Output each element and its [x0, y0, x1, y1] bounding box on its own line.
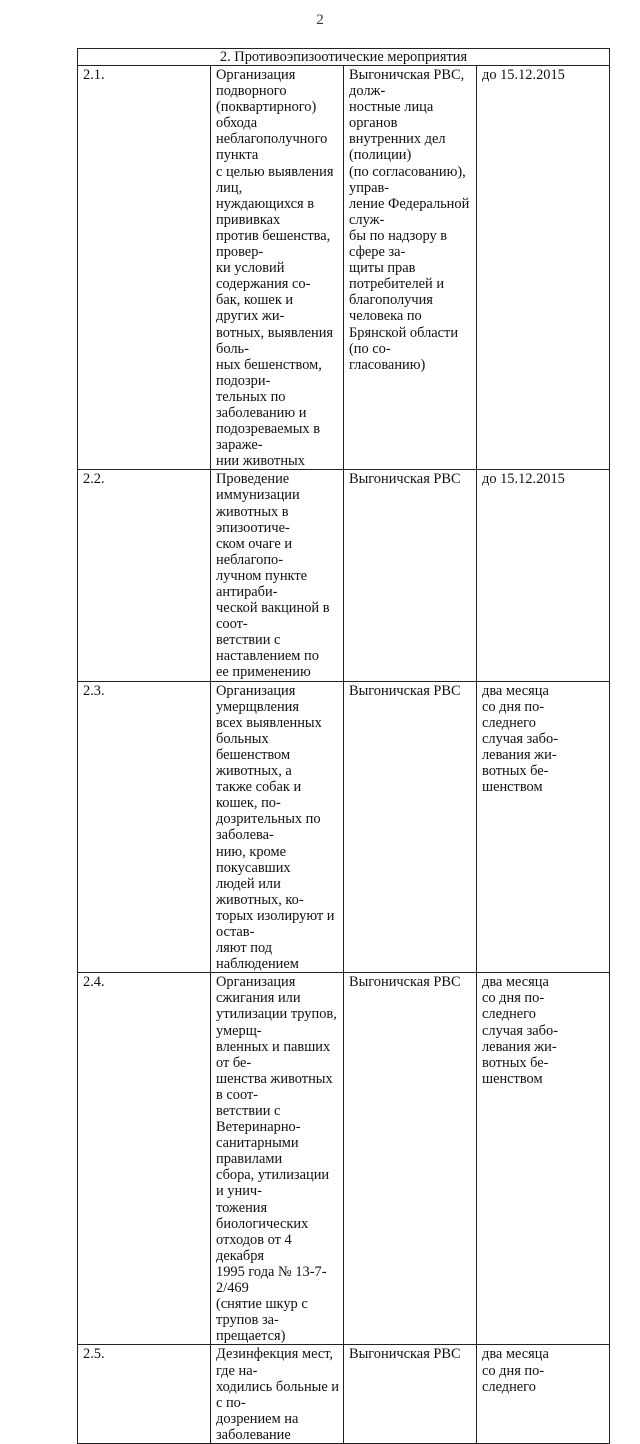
action-cell [211, 973, 344, 1345]
action-text: Дезинфекция мест, где на- ходились больные и с по- дозрением на заболевание [216, 1346, 340, 1443]
action-text: Проведение иммунизации животных в эпизоотиче- ском очаге и неблагопо- лучном пункте антираби- ческой вакциной в соот- ветствии с наставлением по ее применению [216, 471, 330, 681]
table-row [78, 1345, 610, 1444]
table-row [78, 470, 610, 681]
action-text: Организация подворного (поквартирного) обхода неблагополучного пункта с целью выявления лиц, нуждающихся в прививках против бешенства, провер- ки условий содержания со- бак, кошек и других жи- вотных, выявления боль- ных бешенством, подозри- тельных по заболеванию и подозреваемых в зараже- нии животных [216, 67, 334, 470]
deadline-text: два месяца со дня по- следнего случая забо- левания жи- вотных бе- шенством [482, 974, 558, 1087]
page-number: 2 [316, 12, 324, 28]
responsible-text: Выгоничская РВС, долж- ностные лица органов внутренних дел (полиции) (по согласованию), управ- ление Федеральной служ- бы по надзору в сфере за- щиты прав потребителей и благополучия человека по Брянской области (по со- гласованию) [349, 67, 470, 373]
deadline-cell [477, 470, 610, 681]
responsible-cell [344, 1345, 477, 1444]
table-row [78, 66, 610, 470]
responsible-cell [344, 470, 477, 681]
responsible-cell [344, 681, 477, 973]
row-number: 2.2. [78, 470, 211, 681]
action-cell [211, 66, 344, 470]
responsible-text: Выгоничская РВС [349, 974, 461, 991]
deadline-cell [477, 1345, 610, 1444]
action-text: Организация умерщвления всех выявленных больных бешенством животных, а также собак и кошек, по- дозрительных по заболева- нию, кроме покусавших людей или животных, ко- торых изолируют и остав- ляют под наблюдением [216, 682, 335, 973]
action-text: Организация сжигания или утилизации трупов, умерщ- вленных и павших от бе- шенства животных в соот- ветствии с Ветеринарно- санитарными правилами сбора, утилизации и унич- тожения биологических отходов от 4 декабря 1995 года № 13-7-2/469 (снятие шкур с трупов за- прещается) [216, 974, 337, 1345]
deadline-cell [477, 66, 610, 470]
deadline-cell [477, 681, 610, 973]
deadline-text: до 15.12.2015 [482, 67, 565, 83]
responsible-cell [344, 973, 477, 1345]
table-row [78, 973, 610, 1345]
action-cell [211, 681, 344, 973]
section-header-row [78, 49, 610, 66]
deadline-text: два месяца со дня по- следнего случая забо- левания жи- вотных бе- шенством [482, 682, 558, 796]
table-row [78, 681, 610, 973]
row-number: 2.4. [78, 973, 211, 1345]
action-cell [211, 1345, 344, 1444]
measures-table [77, 48, 610, 1444]
deadline-text: до 15.12.2015 [482, 471, 565, 488]
responsible-text: Выгоничская РВС [349, 682, 461, 699]
responsible-text: Выгоничская РВС [349, 1346, 461, 1363]
row-number: 2.1. [78, 66, 211, 470]
responsible-text: Выгоничская РВС [349, 471, 461, 488]
deadline-text: два месяца со дня по- следнего [482, 1346, 549, 1395]
row-number: 2.3. [78, 681, 211, 973]
responsible-cell [344, 66, 477, 470]
deadline-cell [477, 973, 610, 1345]
section-title: 2. Противоэпизоотические мероприятия [78, 49, 610, 66]
row-number: 2.5. [78, 1345, 211, 1444]
action-cell [211, 470, 344, 681]
